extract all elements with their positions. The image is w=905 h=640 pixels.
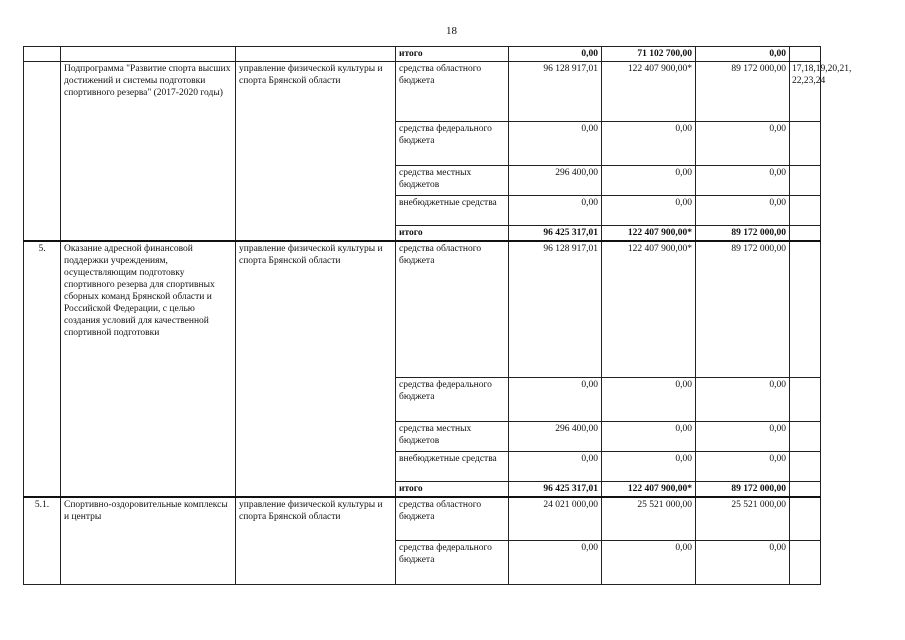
cell-source: средства федерального бюджета: [396, 541, 509, 585]
cell-value-3: 89 172 000,00: [696, 241, 790, 377]
budget-table: [23, 46, 852, 585]
cell-value-3: 0,00: [696, 122, 790, 166]
cell-indicators: [790, 377, 821, 421]
cell-value-2: 0,00: [602, 166, 696, 196]
cell-value-2: 0,00: [602, 196, 696, 226]
item-name: Оказание адресной финансовой поддержки учреждениям, осуществляющим подготовку спортивного резерва для спортивных сборных команд Брянской области и Российской Федерации, с целью создания условий для качественной спортивной подготовки: [61, 241, 236, 497]
cell-value-1: 0,00: [509, 196, 602, 226]
cell-value-2: 0,00: [602, 541, 696, 585]
cell-source: средства областного бюджета: [396, 497, 509, 541]
cell-source: средства федерального бюджета: [396, 122, 509, 166]
cell-executor: [236, 47, 396, 62]
cell-indicators: [790, 196, 821, 226]
cell-value-1: 0,00: [509, 122, 602, 166]
cell-value-2: 122 407 900,00*: [602, 481, 696, 497]
cell-value-2: 0,00: [602, 377, 696, 421]
item-number: 5.1.: [24, 497, 61, 585]
cell-value-2: 122 407 900,00*: [602, 62, 696, 122]
cell-value-3: 0,00: [696, 451, 790, 481]
subprogram-name: Подпрограмма "Развитие спорта высших достижений и системы подготовки спортивного резерва" (2017-2020 годы): [61, 62, 236, 242]
page-number: 18: [446, 25, 457, 37]
item-executor: управление физической культуры и спорта Брянской области: [236, 241, 396, 497]
cell-value-1: 0,00: [509, 47, 602, 62]
cell-indicators: [790, 451, 821, 481]
cell-value-3: 89 172 000,00: [696, 62, 790, 122]
cell-value-2: 25 521 000,00: [602, 497, 696, 541]
cell-value-1: 296 400,00: [509, 166, 602, 196]
cell-source: итого: [396, 226, 509, 242]
cell-indicators: [790, 541, 821, 585]
cell-value-1: 96 128 917,01: [509, 62, 602, 122]
cell-indicators: [790, 226, 821, 242]
cell-value-1: 96 425 317,01: [509, 226, 602, 242]
cell-indicators: [790, 481, 821, 497]
cell-value-2: 0,00: [602, 122, 696, 166]
cell-source: средства местных бюджетов: [396, 421, 509, 451]
cell-no: [24, 62, 61, 242]
cell-source: итого: [396, 47, 509, 62]
cell-value-1: 0,00: [509, 377, 602, 421]
cell-value-1: 0,00: [509, 541, 602, 585]
cell-value-3: 25 521 000,00: [696, 497, 790, 541]
cell-indicators: [790, 122, 821, 166]
cell-indicators: [790, 166, 821, 196]
cell-value-3: 0,00: [696, 166, 790, 196]
cell-source: средства федерального бюджета: [396, 377, 509, 421]
cell-value-2: 122 407 900,00*: [602, 241, 696, 377]
cell-source: средства областного бюджета: [396, 62, 509, 122]
item-name: Спортивно-оздоровительные комплексы и центры: [61, 497, 236, 585]
cell-value-3: 89 172 000,00: [696, 226, 790, 242]
cell-indicators: 17,18,19,20,21, 22,23,24: [790, 62, 821, 122]
cell-value-2: 71 102 700,00: [602, 47, 696, 62]
cell-source: средства местных бюджетов: [396, 166, 509, 196]
cell-value-2: 122 407 900,00*: [602, 226, 696, 242]
cell-value-2: 0,00: [602, 421, 696, 451]
item-number: 5.: [24, 241, 61, 497]
cell-value-3: 0,00: [696, 47, 790, 62]
cell-value-2: 0,00: [602, 451, 696, 481]
cell-value-3: 89 172 000,00: [696, 481, 790, 497]
cell-indicators: [790, 421, 821, 451]
subprogram-executor: управление физической культуры и спорта Брянской области: [236, 62, 396, 242]
cell-indicators: [790, 241, 821, 377]
cell-indicators: [790, 497, 821, 541]
cell-value-1: 96 425 317,01: [509, 481, 602, 497]
cell-source: внебюджетные средства: [396, 196, 509, 226]
cell-value-1: 296 400,00: [509, 421, 602, 451]
cell-source: итого: [396, 481, 509, 497]
cell-value-3: 0,00: [696, 196, 790, 226]
cell-value-1: 0,00: [509, 451, 602, 481]
cell-value-3: 0,00: [696, 421, 790, 451]
cell-source: внебюджетные средства: [396, 451, 509, 481]
cell-value-3: 0,00: [696, 541, 790, 585]
item-executor: управление физической культуры и спорта Брянской области: [236, 497, 396, 585]
cell-value-1: 24 021 000,00: [509, 497, 602, 541]
cell-no: [24, 47, 61, 62]
cell-name: [61, 47, 236, 62]
cell-value-3: 0,00: [696, 377, 790, 421]
cell-source: средства областного бюджета: [396, 241, 509, 377]
cell-indicators: [790, 47, 821, 62]
cell-value-1: 96 128 917,01: [509, 241, 602, 377]
